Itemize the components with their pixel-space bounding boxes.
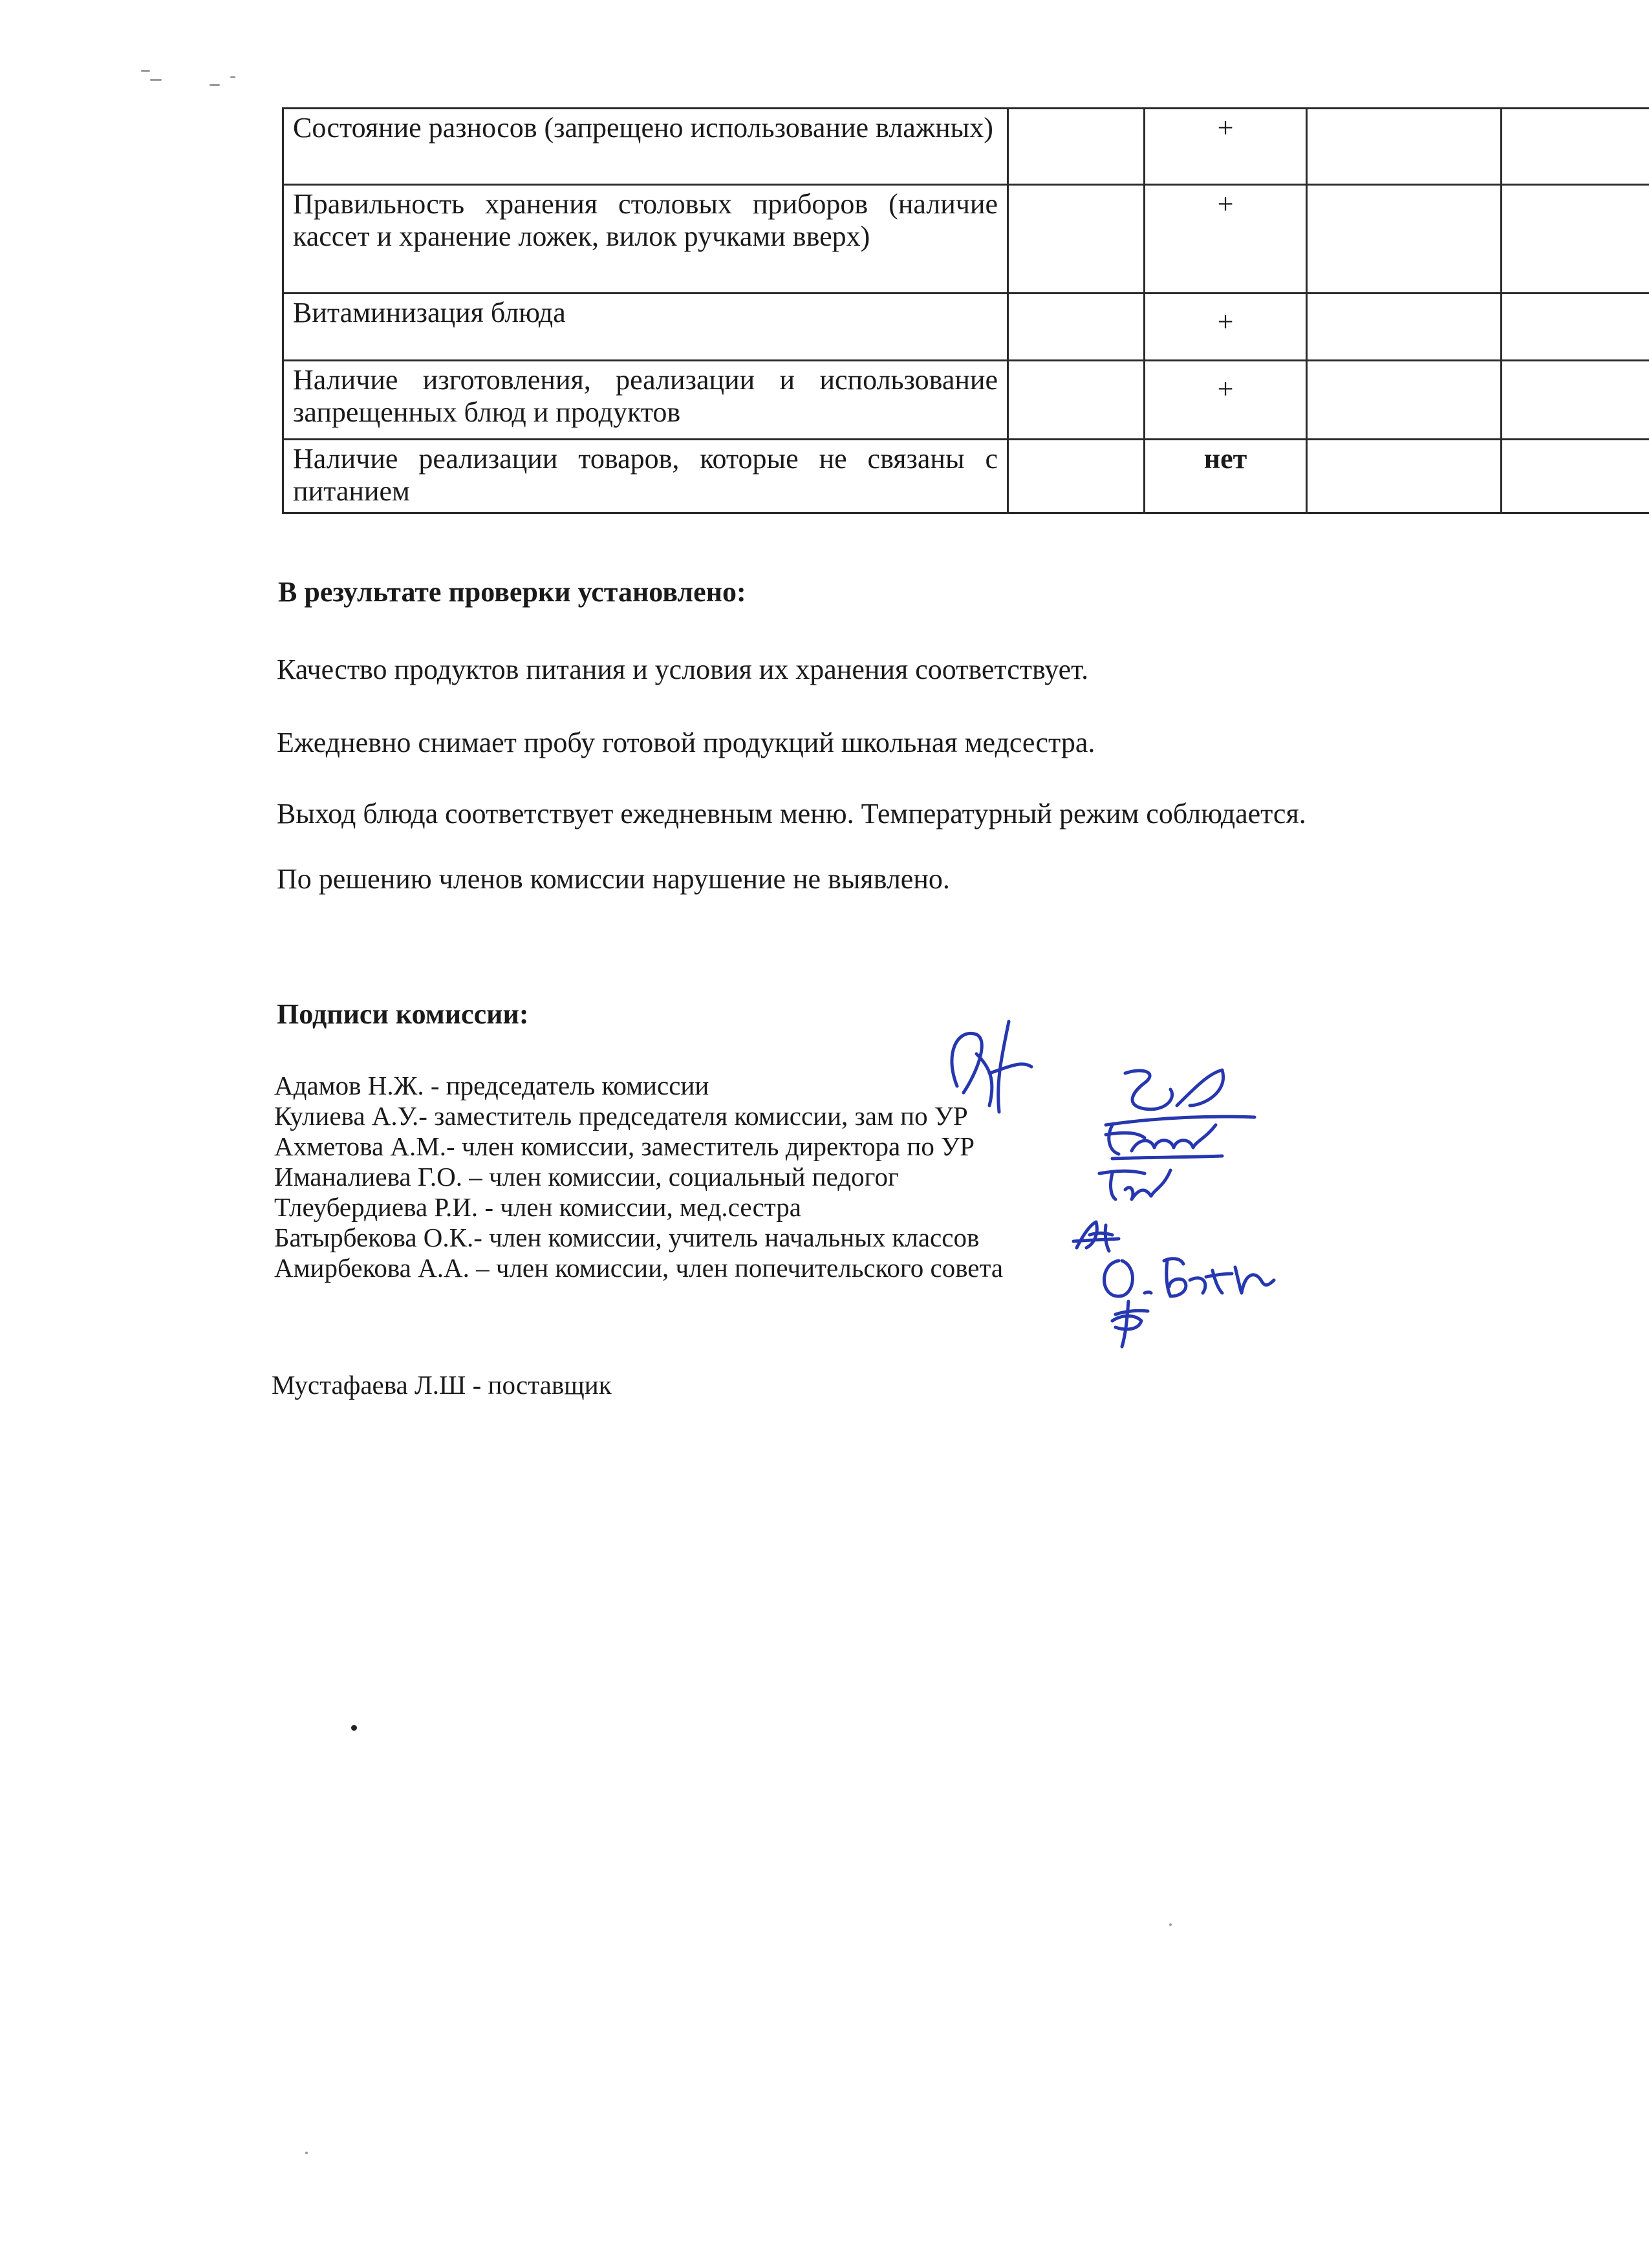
empty-cell (1307, 109, 1502, 185)
scan-speck (210, 84, 220, 86)
table-row (283, 294, 1649, 361)
empty-cell (1502, 185, 1649, 294)
criterion-cell: Наличие изготовления, реализации и использование запрещенных блюд и продуктов (283, 361, 1008, 440)
empty-cell (1008, 109, 1145, 185)
commission-member: Кулиева А.У.- заместитель председателя комиссии, зам по УР (274, 1101, 968, 1131)
scan-speck (150, 79, 162, 81)
mark-cell: + (1145, 185, 1307, 294)
mark-cell: нет (1145, 440, 1307, 513)
signatures-heading: Подписи комиссии: (277, 998, 529, 1030)
table-row (283, 361, 1649, 440)
table-row (283, 440, 1649, 513)
signature-member-amirbekova (1103, 1298, 1154, 1350)
criterion-cell: Наличие реализации товаров, которые не связаны с питанием (283, 440, 1008, 513)
signature-chairman (918, 1015, 1048, 1118)
empty-cell (1307, 185, 1502, 294)
empty-cell (1502, 294, 1649, 361)
empty-cell (1502, 440, 1649, 513)
empty-cell (1307, 440, 1502, 513)
empty-cell (1502, 109, 1649, 185)
empty-cell (1307, 361, 1502, 440)
empty-cell (1502, 361, 1649, 440)
scan-speck (1169, 1923, 1172, 1926)
inspection-table (282, 107, 1649, 514)
commission-member: Адамов Н.Ж. - председатель комиссии (274, 1071, 709, 1100)
empty-cell (1008, 440, 1145, 513)
signature-member-imanalieva (1093, 1164, 1183, 1209)
scan-speck (141, 70, 150, 72)
table-row (283, 185, 1649, 294)
mark-cell: + (1145, 109, 1307, 185)
mark-cell: + (1145, 294, 1307, 361)
commission-member: Иманалиева Г.О. – член комиссии, социальный педогог (274, 1162, 899, 1192)
empty-cell (1008, 361, 1145, 440)
commission-member: Ахметова А.М.- член комиссии, заместитель директора по УР (274, 1131, 975, 1161)
empty-cell (1307, 294, 1502, 361)
finding-text: Качество продуктов питания и условия их хранения соответствует. (277, 654, 1089, 685)
scan-speck (305, 2152, 308, 2154)
commission-member: Амирбекова А.А. – член комиссии, член попечительского совета (274, 1253, 1004, 1283)
mark-cell: + (1145, 361, 1307, 440)
scan-speck (230, 76, 235, 78)
result-heading: В результате проверки установлено: (278, 576, 746, 608)
signature-member-akhmetova (1099, 1118, 1229, 1164)
finding-text: Выход блюда соответствует ежедневным меню. Температурный режим соблюдается. (277, 798, 1306, 829)
criterion-cell: Состояние разносов (запрещено использование влажных) (283, 109, 1008, 185)
criterion-cell: Правильность хранения столовых приборов (наличие кассет и хранение ложек, вилок ручками вверх) (283, 185, 1008, 294)
commission-member: Батырбекова О.К.- член комиссии, учитель начальных классов (274, 1223, 980, 1252)
finding-text: По решению членов комиссии нарушение не выявлено. (277, 863, 950, 895)
ink-dot (351, 1725, 357, 1731)
empty-cell (1008, 294, 1145, 361)
table-row (283, 109, 1649, 185)
commission-member: Тлеубердиева Р.И. - член комиссии, мед.сестра (274, 1192, 801, 1222)
finding-text: Ежедневно снимает пробу готовой продукций школьная медсестра. (277, 727, 1095, 758)
criterion-cell: Витаминизация блюда (283, 294, 1008, 361)
empty-cell (1008, 185, 1145, 294)
supplier-line: Мустафаева Л.Ш - поставщик (272, 1370, 612, 1400)
